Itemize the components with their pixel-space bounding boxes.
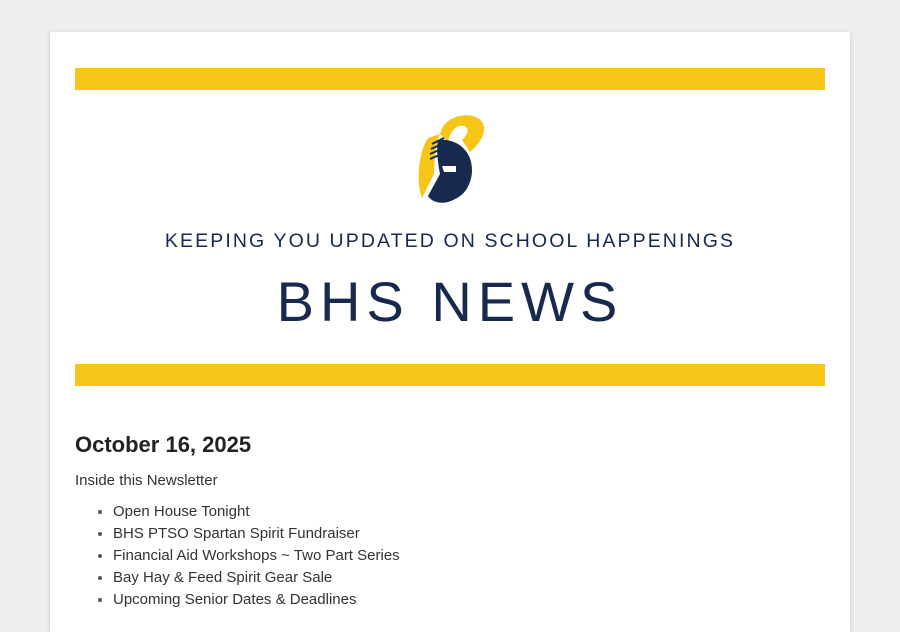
table-of-contents (75, 501, 825, 611)
list-item[interactable]: • BHS PTSO Spartan Spirit Fundraiser (113, 523, 825, 545)
list-item[interactable]: • Bay Hay & Feed Spirit Gear Sale (113, 567, 825, 589)
list-item[interactable]: • Upcoming Senior Dates & Deadlines (113, 589, 825, 611)
list-item[interactable]: • Financial Aid Workshops ~ Two Part Series (113, 545, 825, 567)
newsletter-document (50, 32, 850, 632)
newsletter-date: October 16, 2025 (75, 432, 252, 457)
newsletter-tagline: KEEPING YOU UPDATED ON SCHOOL HAPPENINGS (164, 230, 736, 252)
bottom-accent-bar (75, 364, 825, 386)
list-item[interactable]: • Open House Tonight (113, 501, 825, 523)
newsletter-intro: Inside this Newsletter (75, 472, 218, 489)
top-accent-bar (75, 68, 825, 90)
newsletter-header (75, 90, 825, 364)
newsletter-title: BHS NEWS (276, 270, 624, 333)
spartan-helmet-icon (400, 108, 500, 216)
header-spacer (75, 386, 825, 432)
